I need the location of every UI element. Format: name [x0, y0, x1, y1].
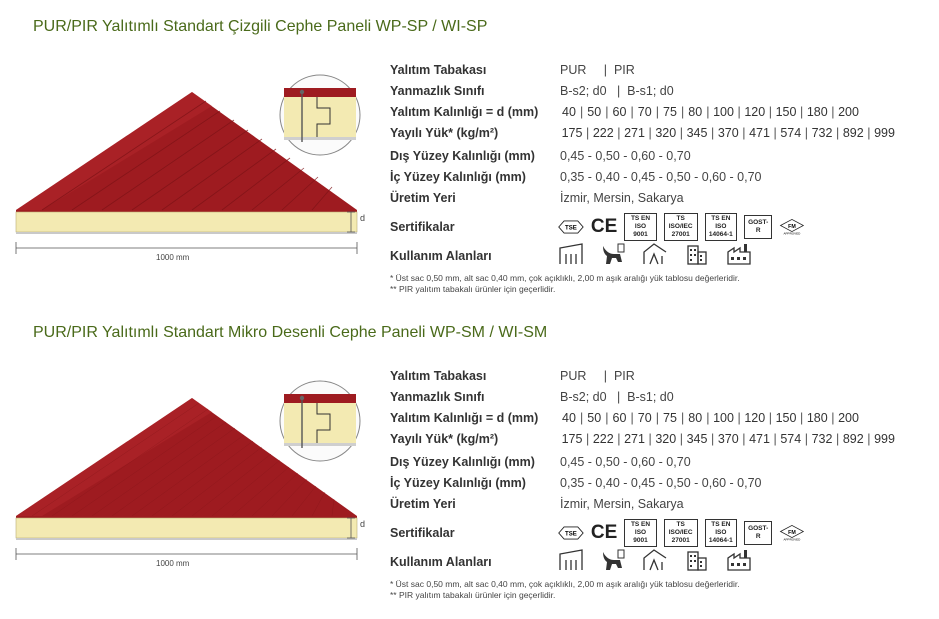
separator: |: [800, 411, 804, 425]
tse-text: TSE: [565, 224, 577, 232]
iso-9001-line1: TS EN ISO: [630, 521, 651, 536]
separator: |: [836, 126, 840, 140]
gost-badge: [744, 215, 772, 239]
load-value: 574: [780, 126, 802, 140]
iso-14064-badge: [705, 213, 737, 241]
outer-thickness-value: 0,45 - 0,50 - 0,60 - 0,70: [560, 455, 691, 469]
iso-14064-line2: 14064-1: [708, 537, 733, 544]
separator: |: [586, 126, 590, 140]
insulation-value: PUR | PIR: [560, 369, 635, 383]
load-value: 222: [592, 126, 614, 140]
load-value: 175: [561, 126, 583, 140]
load-value: 222: [592, 432, 614, 446]
panel-illustration: [12, 376, 372, 576]
load-value: 320: [655, 432, 677, 446]
tse-text: TSE: [565, 530, 577, 538]
iso-9001-badge: [624, 519, 656, 547]
separator: |: [706, 105, 710, 119]
section-title: PUR/PIR Yalıtımlı Standart Çizgili Cephe Paneli WP-SP / WI-SP: [33, 18, 488, 35]
production-value: İzmir, Mersin, Sakarya: [560, 497, 684, 511]
separator: |: [679, 432, 683, 446]
fire-class-value: B-s2; d0 | B-s1; d0: [560, 84, 674, 98]
fm-sub-text: APPROVED: [783, 231, 801, 236]
usage-icons: [558, 242, 752, 266]
cold-storage-icon: [558, 548, 584, 572]
outer-thickness-value: 0,45 - 0,50 - 0,60 - 0,70: [560, 149, 691, 163]
footnote-pir: ** PIR yalıtım tabakalı ürünler için geçerlidir.: [390, 590, 556, 600]
separator: |: [831, 411, 835, 425]
dimension-width-label: 1000 mm: [156, 559, 190, 568]
separator: |: [742, 126, 746, 140]
iso-9001-line2: 9001: [633, 231, 648, 238]
separator: |: [742, 432, 746, 446]
separator: |: [630, 105, 634, 119]
separator: |: [679, 126, 683, 140]
separator: |: [867, 126, 871, 140]
load-value: 370: [717, 126, 739, 140]
production-value: İzmir, Mersin, Sakarya: [560, 191, 684, 205]
outer-thickness-label: Dış Yüzey Kalınlığı (mm): [390, 455, 535, 469]
panel-illustration: [12, 70, 372, 270]
factory-icon: [726, 242, 752, 266]
iso-27001-badge: [664, 519, 698, 547]
iso-27001-line2: 27001: [671, 231, 690, 238]
load-value: 471: [749, 126, 770, 140]
separator: |: [655, 411, 659, 425]
thickness-value: 70: [637, 411, 652, 425]
fire-class-label: Yanmazlık Sınıfı: [390, 390, 485, 404]
load-value: 999: [874, 432, 895, 446]
load-value: 175: [561, 432, 583, 446]
iso-14064-line1: TS EN ISO: [711, 521, 731, 536]
separator: |: [605, 105, 609, 119]
insulation-label: Yalıtım Tabakası: [390, 369, 487, 383]
warehouse-icon: [642, 242, 668, 266]
dimension-width-label: 1000 mm: [156, 253, 190, 262]
separator: |: [773, 432, 777, 446]
iso-14064-line1: TS EN ISO: [711, 215, 731, 230]
load-value: 320: [655, 126, 677, 140]
ce-mark: CE: [590, 522, 618, 543]
thickness-value: 200: [838, 411, 859, 425]
footnote-pir: ** PIR yalıtım tabakalı ürünler için geçerlidir.: [390, 284, 556, 294]
inner-thickness-label: İç Yüzey Kalınlığı (mm): [390, 476, 526, 490]
thickness-values: [560, 411, 861, 425]
separator: |: [836, 432, 840, 446]
cold-storage-icon: [558, 242, 584, 266]
certificate-badges: [558, 213, 805, 241]
inner-thickness-value: 0,35 - 0,40 - 0,45 - 0,50 - 0,60 - 0,70: [560, 476, 762, 490]
livestock-icon: [600, 548, 626, 572]
separator: |: [831, 105, 835, 119]
separator: |: [648, 126, 652, 140]
separator: |: [711, 126, 715, 140]
iso-9001-line1: TS EN ISO: [630, 215, 651, 230]
iso-27001-line1: TS ISO/IEC: [668, 521, 693, 536]
thickness-value: 180: [806, 105, 828, 119]
thickness-value: 120: [744, 411, 766, 425]
usage-label: Kullanım Alanları: [390, 555, 492, 569]
building-icon: [684, 242, 710, 266]
building-icon: [684, 548, 710, 572]
product-section-2: [0, 306, 939, 611]
production-label: Üretim Yeri: [390, 497, 456, 511]
thickness-value: 150: [775, 105, 797, 119]
thickness-value: 150: [775, 411, 797, 425]
tse-logo: [558, 524, 584, 542]
thickness-value: 60: [612, 105, 627, 119]
thickness-value: 100: [713, 411, 734, 425]
thickness-value: 40: [562, 105, 576, 119]
iso-27001-line1: TS ISO/IEC: [668, 215, 693, 230]
gost-badge: [744, 521, 772, 545]
load-value: 271: [624, 432, 645, 446]
thickness-value: 120: [744, 105, 766, 119]
separator: |: [648, 432, 652, 446]
thickness-value: 75: [663, 105, 677, 119]
load-value: 732: [811, 126, 833, 140]
separator: |: [655, 105, 659, 119]
certificate-badges: [558, 519, 805, 547]
thickness-value: 50: [587, 105, 602, 119]
insulation-label: Yalıtım Tabakası: [390, 63, 487, 77]
section-title: PUR/PIR Yalıtımlı Standart Mikro Desenli Cephe Paneli WP-SM / WI-SM: [33, 324, 548, 341]
separator: |: [804, 126, 808, 140]
separator: |: [605, 411, 609, 425]
iso-9001-badge: [624, 213, 656, 241]
factory-icon: [726, 548, 752, 572]
separator: |: [630, 411, 634, 425]
separator: |: [768, 411, 772, 425]
separator: |: [773, 126, 777, 140]
load-value: 892: [842, 432, 864, 446]
separator: |: [768, 105, 772, 119]
load-value: 732: [811, 432, 833, 446]
thickness-value: 200: [838, 105, 859, 119]
tse-logo: [558, 218, 584, 236]
thickness-value: 180: [806, 411, 828, 425]
thickness-value: 50: [587, 411, 602, 425]
fm-approved-logo: [779, 522, 805, 544]
iso-9001-line2: 9001: [633, 537, 648, 544]
separator: |: [617, 126, 621, 140]
separator: |: [681, 105, 685, 119]
separator: |: [804, 432, 808, 446]
separator: |: [737, 105, 741, 119]
warehouse-icon: [642, 548, 668, 572]
livestock-icon: [600, 242, 626, 266]
insulation-value: PUR | PIR: [560, 63, 635, 77]
separator: |: [711, 432, 715, 446]
thickness-value: 70: [637, 105, 652, 119]
separator: |: [867, 432, 871, 446]
footnote-load: * Üst sac 0,50 mm, alt sac 0,40 mm, çok açıklıklı, 2,00 m aşık aralığı yük tablosu değerleridir.: [390, 579, 740, 589]
load-label: Yayılı Yük* (kg/m²): [390, 126, 499, 140]
fire-class-label: Yanmazlık Sınıfı: [390, 84, 485, 98]
load-value: 999: [874, 126, 895, 140]
thickness-values: [560, 105, 861, 119]
footnote-load: * Üst sac 0,50 mm, alt sac 0,40 mm, çok açıklıklı, 2,00 m aşık aralığı yük tablosu değerleridir.: [390, 273, 740, 283]
thickness-value: 100: [713, 105, 734, 119]
separator: |: [580, 105, 584, 119]
load-value: 892: [842, 126, 864, 140]
dimension-depth-label: d: [360, 519, 366, 529]
load-value: 471: [749, 432, 770, 446]
inner-thickness-label: İç Yüzey Kalınlığı (mm): [390, 170, 526, 184]
outer-thickness-label: Dış Yüzey Kalınlığı (mm): [390, 149, 535, 163]
iso-14064-badge: [705, 519, 737, 547]
separator: |: [681, 411, 685, 425]
load-value: 345: [686, 126, 708, 140]
fire-class-value: B-s2; d0 | B-s1; d0: [560, 390, 674, 404]
thickness-value: 75: [663, 411, 677, 425]
fm-approved-logo: [779, 216, 805, 238]
thickness-value: 60: [612, 411, 627, 425]
iso-27001-badge: [664, 213, 698, 241]
load-value: 345: [686, 432, 708, 446]
certificates-label: Sertifikalar: [390, 526, 455, 540]
iso-14064-line2: 14064-1: [708, 231, 733, 238]
gost-text: GOST-R: [748, 219, 769, 234]
usage-label: Kullanım Alanları: [390, 249, 492, 263]
separator: |: [800, 105, 804, 119]
thickness-value: 40: [562, 411, 576, 425]
ce-mark: CE: [590, 216, 618, 237]
fm-text: FM: [788, 223, 797, 230]
separator: |: [737, 411, 741, 425]
thickness-value: 80: [688, 411, 703, 425]
separator: |: [580, 411, 584, 425]
gost-text: GOST-R: [748, 525, 769, 540]
separator: |: [617, 432, 621, 446]
load-value: 574: [780, 432, 802, 446]
separator: |: [706, 411, 710, 425]
load-value: 271: [624, 126, 645, 140]
load-value: 370: [717, 432, 739, 446]
inner-thickness-value: 0,35 - 0,40 - 0,45 - 0,50 - 0,60 - 0,70: [560, 170, 762, 184]
thickness-label: Yalıtım Kalınlığı = d (mm): [390, 105, 539, 119]
certificates-label: Sertifikalar: [390, 220, 455, 234]
thickness-value: 80: [688, 105, 703, 119]
dimension-depth-label: d: [360, 213, 366, 223]
product-section-1: [0, 0, 939, 305]
production-label: Üretim Yeri: [390, 191, 456, 205]
load-values: [560, 126, 897, 140]
thickness-label: Yalıtım Kalınlığı = d (mm): [390, 411, 539, 425]
separator: |: [586, 432, 590, 446]
load-values: [560, 432, 897, 446]
load-label: Yayılı Yük* (kg/m²): [390, 432, 499, 446]
iso-27001-line2: 27001: [671, 537, 690, 544]
fm-sub-text: APPROVED: [783, 537, 801, 542]
panel-foam-core: [16, 518, 357, 538]
panel-foam-core: [16, 212, 357, 232]
fm-text: FM: [788, 529, 797, 536]
usage-icons: [558, 548, 752, 572]
